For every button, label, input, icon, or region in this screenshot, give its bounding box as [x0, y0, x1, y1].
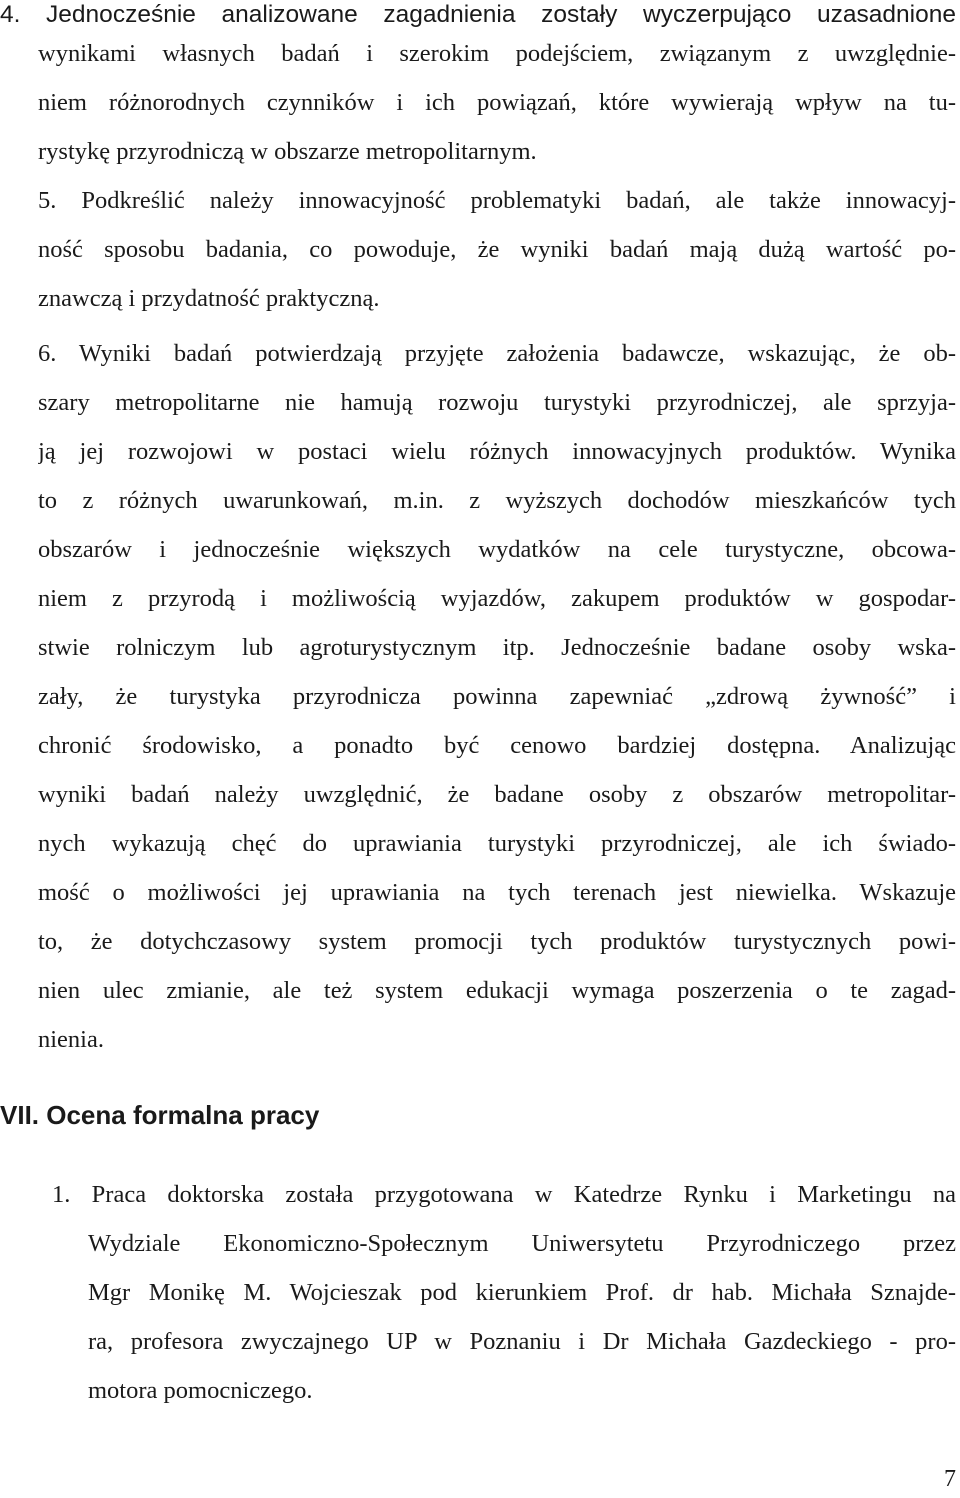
text-line: obszarów i jednocześnie większych wydatków na cele turystyczne, obcowa- [38, 536, 956, 563]
text-line: 6. Wyniki badań potwierdzają przyjęte założenia badawcze, wskazując, że ob- [38, 340, 956, 367]
text-line: nien ulec zmianie, ale też system edukacji wymaga poszerzenia o te zagad- [38, 977, 956, 1004]
text-line: mość o możliwości jej uprawiania na tych terenach jest niewielka. Wskazuje [38, 879, 956, 906]
text-line: ność sposobu badania, co powoduje, że wyniki badań mają dużą wartość po- [38, 236, 956, 263]
text-line: 1. Praca doktorska została przygotowana w Katedrze Rynku i Marketingu na [52, 1181, 956, 1208]
text-line: ra, profesora zwyczajnego UP w Poznaniu i Dr Michała Gazdeckiego - pro- [88, 1328, 956, 1355]
text-line: wynikami własnych badań i szerokim podejściem, związanym z uwzględnie- [38, 40, 956, 67]
text-line: niem z przyrodą i możliwością wyjazdów, zakupem produktów w gospodar- [38, 585, 956, 612]
section-heading: VII. Ocena formalna pracy [0, 1100, 320, 1130]
text-line: wyniki badań należy uwzględnić, że badane osoby z obszarów metropolitar- [38, 781, 956, 808]
text-line: zały, że turystyka przyrodnicza powinna zapewniać „zdrową żywność” i [38, 683, 956, 710]
text-line: to z różnych uwarunkowań, m.in. z wyższych dochodów mieszkańców tych [38, 487, 956, 514]
text-line: nych wykazują chęć do uprawiania turystyki przyrodniczej, ale ich świado- [38, 830, 956, 857]
text-line: niem różnorodnych czynników i ich powiązań, które wywierają wpływ na tu- [38, 89, 956, 116]
text-line: motora pomocniczego. [88, 1377, 313, 1404]
text-line: stwie rolniczym lub agroturystycznym itp. Jednocześnie badane osoby wska- [38, 634, 956, 661]
text-line: to, że dotychczasowy system promocji tych produktów turystycznych powi- [38, 928, 956, 955]
text-line: Mgr Monikę M. Wojcieszak pod kierunkiem Prof. dr hab. Michała Sznajde- [88, 1279, 956, 1306]
text-line: rystykę przyrodniczą w obszarze metropolitarnym. [38, 138, 537, 165]
text-line: Wydziale Ekonomiczno-Społecznym Uniwersytetu Przyrodniczego przez [88, 1230, 956, 1257]
page-number: 7 [944, 1466, 956, 1492]
text-line: 4. Jednocześnie analizowane zagadnienia zostały wyczerpująco uzasadnione [0, 1, 956, 28]
text-line: 5. Podkreślić należy innowacyjność problematyki badań, ale także innowacyj- [38, 187, 956, 214]
text-line: nienia. [38, 1026, 104, 1053]
text-line: ją jej rozwojowi w postaci wielu różnych innowacyjnych produktów. Wynika [38, 438, 956, 465]
text-line: szary metropolitarne nie hamują rozwoju turystyki przyrodniczej, ale sprzyja- [38, 389, 956, 416]
text-line: chronić środowisko, a ponadto być cenowo bardziej dostępna. Analizując [38, 732, 956, 759]
text-line: znawczą i przydatność praktyczną. [38, 285, 380, 312]
